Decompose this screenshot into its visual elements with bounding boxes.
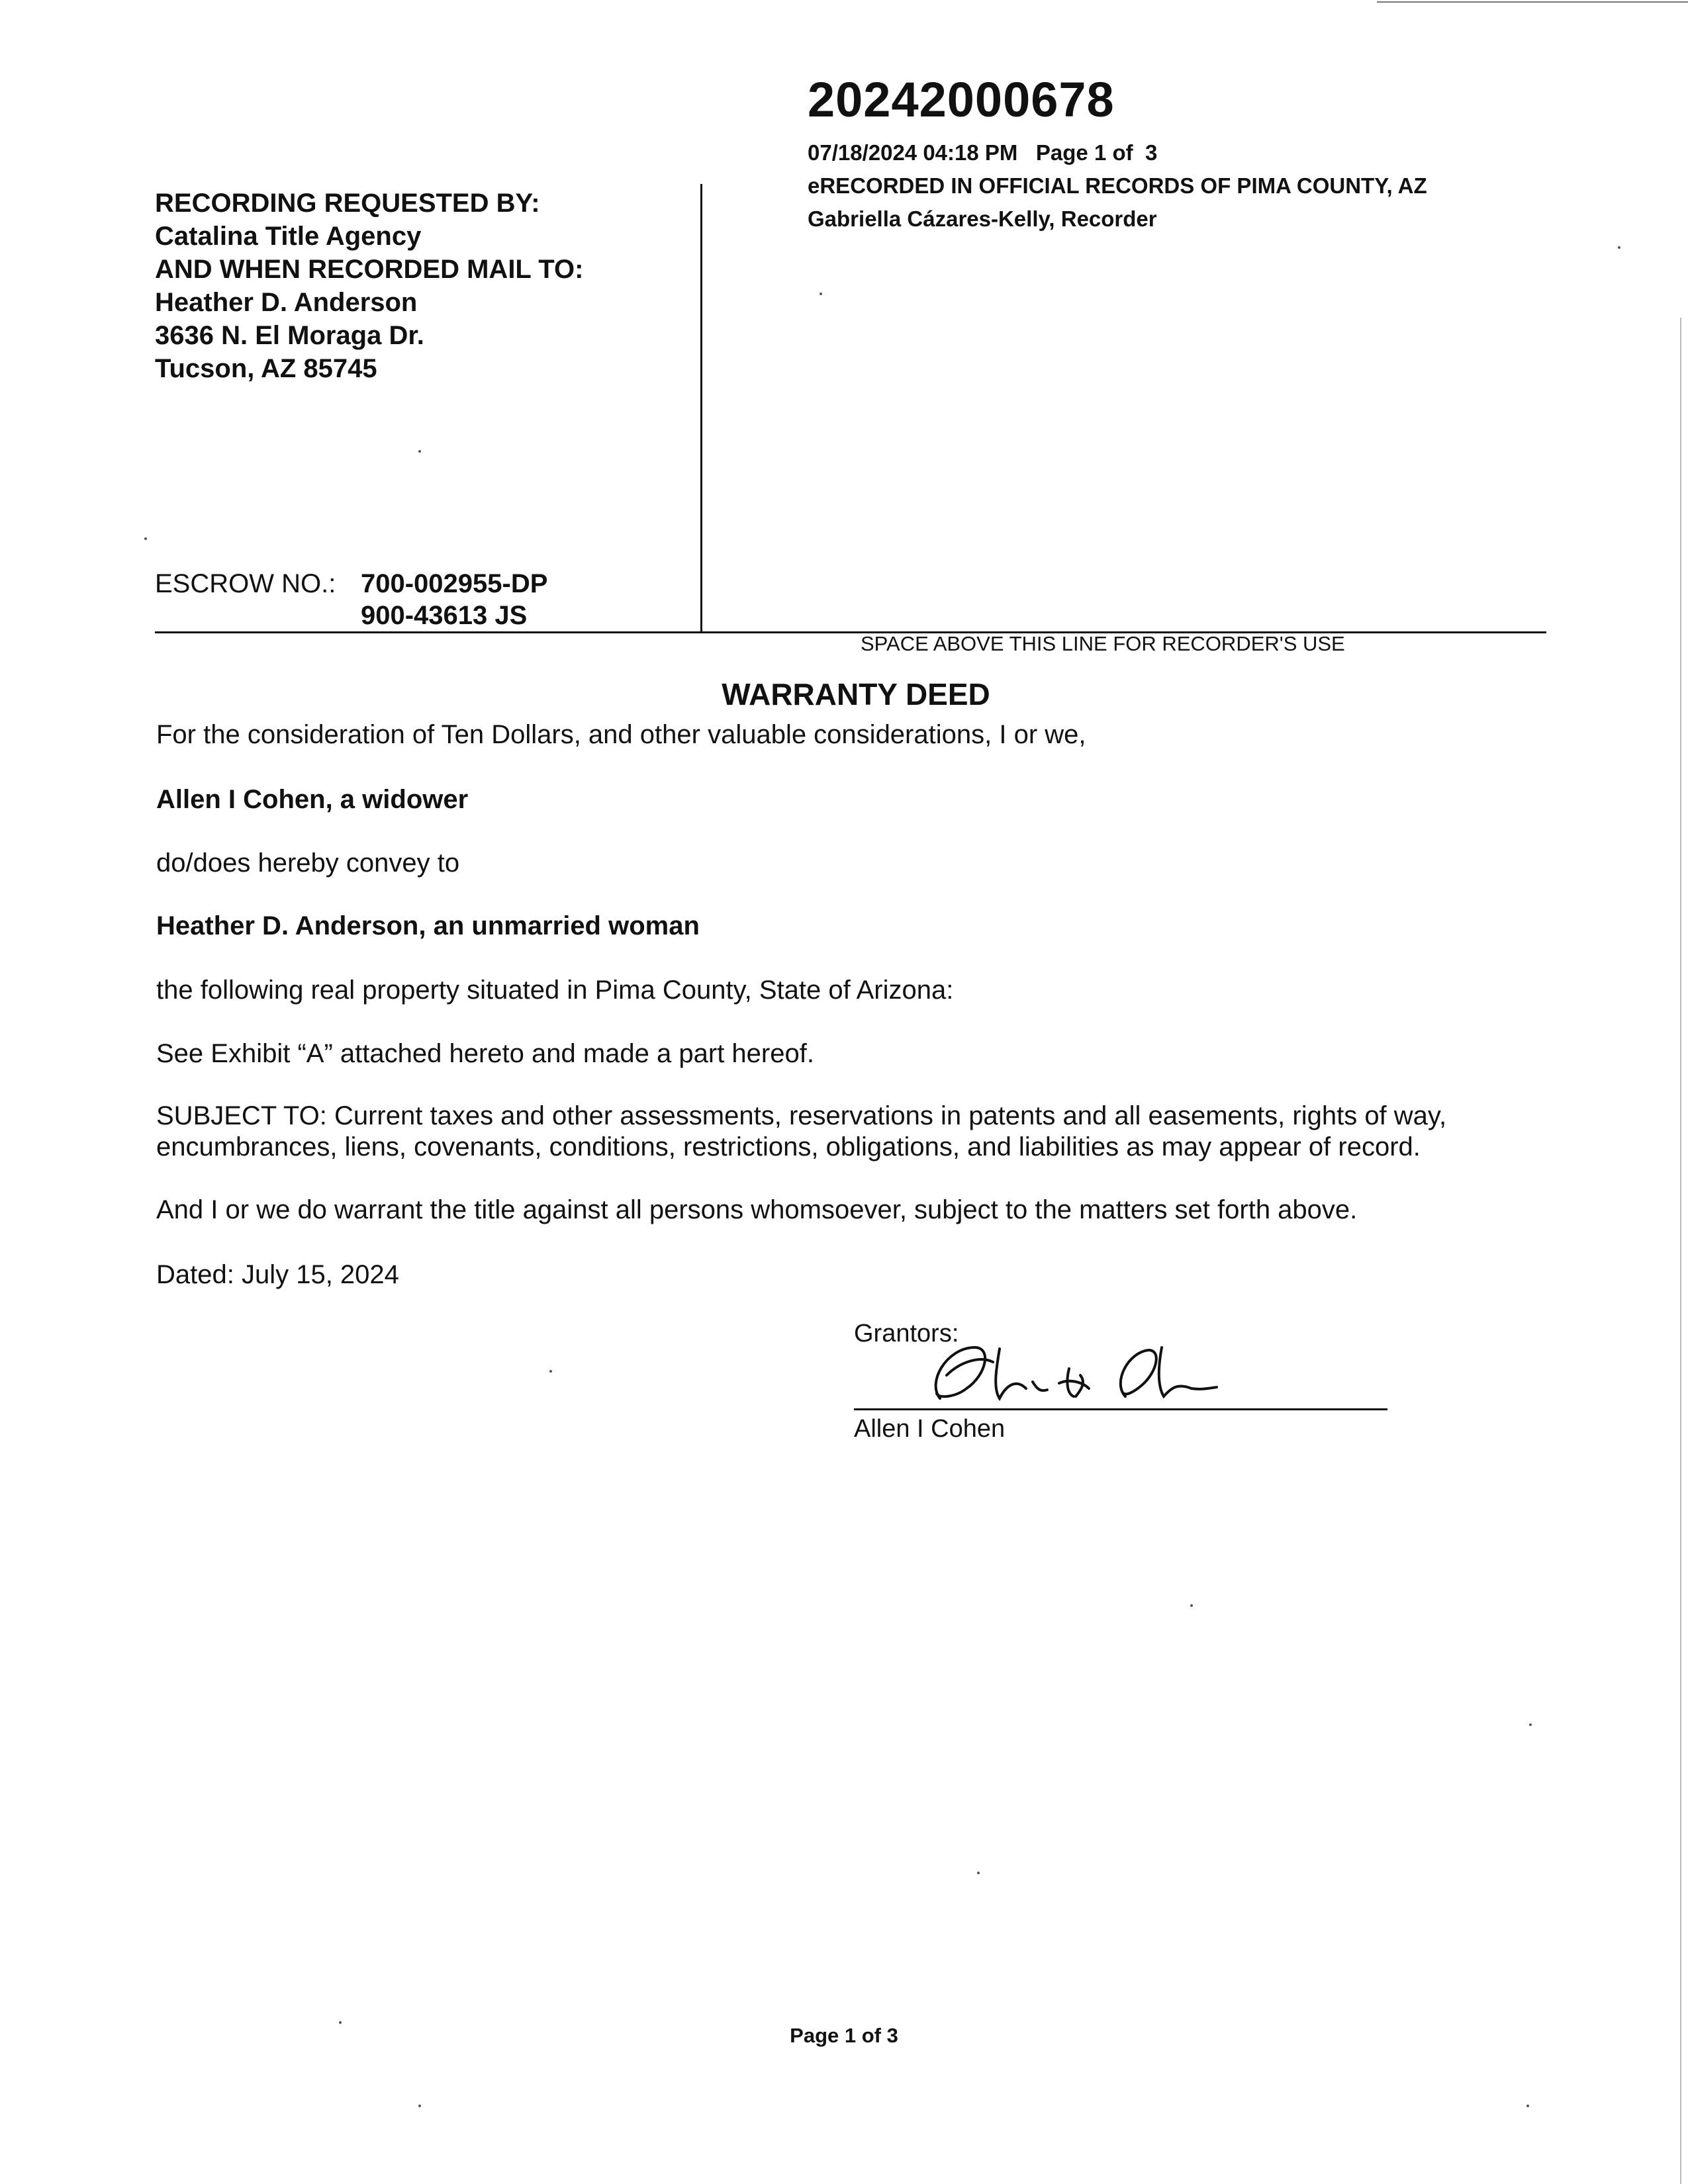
- scan-speck: [820, 293, 822, 295]
- document-title-text: WARRANTY DEED: [722, 677, 990, 711]
- signer-name: Allen I Cohen: [854, 1415, 1006, 1443]
- scan-edge-line: [1680, 318, 1681, 2184]
- scan-speck: [977, 1872, 980, 1874]
- recording-request-block: [155, 187, 583, 385]
- scan-speck: [418, 2105, 421, 2107]
- requested-by-label: RECORDING REQUESTED BY:: [155, 189, 540, 218]
- scan-speck: [1190, 1604, 1193, 1607]
- convey-clause: do/does hereby convey to: [156, 848, 460, 878]
- recording-stamp: [808, 136, 1427, 236]
- subject-to-clause-line-1: SUBJECT TO: Current taxes and other assessments, reservations in patents and all easements, rights of way,: [156, 1101, 1447, 1130]
- warranty-clause: And I or we do warrant the title against all persons whomsoever, subject to the matters set forth above.: [156, 1195, 1358, 1224]
- consideration-clause: For the consideration of Ten Dollars, and other valuable considerations, I or we,: [156, 720, 1086, 749]
- escrow-number-1: 700-002955-DP: [361, 569, 548, 598]
- scan-speck: [549, 1370, 552, 1373]
- grantors-label: Grantors:: [854, 1320, 959, 1347]
- scan-speck: [1529, 1723, 1532, 1726]
- scan-speck: [339, 2021, 342, 2024]
- dated-line: Dated: July 15, 2024: [156, 1260, 399, 1289]
- header-divider-vertical: [700, 184, 702, 631]
- document-title: [0, 676, 1688, 712]
- escrow-number-2: 900-43613 JS: [361, 601, 528, 630]
- scan-edge-rule: [1377, 1, 1688, 3]
- escrow-label: ESCROW NO.:: [155, 569, 336, 598]
- recorder-use-note: SPACE ABOVE THIS LINE FOR RECORDER'S USE: [861, 632, 1345, 655]
- recording-datetime: 07/18/2024 04:18 PM Page 1 of 3: [808, 140, 1158, 165]
- recording-office: eRECORDED IN OFFICIAL RECORDS OF PIMA COUNTY, AZ: [808, 173, 1427, 198]
- scan-speck: [1618, 246, 1620, 249]
- scan-speck: [144, 537, 147, 540]
- grantor-name: Allen I Cohen, a widower: [156, 785, 469, 814]
- mail-to-city: Tucson, AZ 85745: [155, 354, 377, 383]
- mail-to-label: AND WHEN RECORDED MAIL TO:: [155, 255, 584, 284]
- subject-to-clause-line-2: encumbrances, liens, covenants, conditions, restrictions, obligations, and liabilities as may appear of record.: [156, 1132, 1421, 1161]
- scan-speck: [1526, 2105, 1529, 2107]
- signature-line: [854, 1408, 1387, 1410]
- recorder-name: Gabriella Cázares-Kelly, Recorder: [808, 206, 1157, 231]
- property-clause: the following real property situated in Pima County, State of Arizona:: [156, 976, 954, 1005]
- mail-to-street: 3636 N. El Moraga Dr.: [155, 321, 424, 350]
- requested-by-name: Catalina Title Agency: [155, 222, 422, 251]
- scan-speck: [418, 450, 421, 453]
- grantee-name: Heather D. Anderson, an unmarried woman: [156, 911, 700, 940]
- exhibit-reference: See Exhibit “A” attached hereto and made a part hereof.: [156, 1039, 814, 1068]
- footer-page-number: Page 1 of 3: [790, 2024, 898, 2047]
- mail-to-name: Heather D. Anderson: [155, 288, 418, 317]
- handwritten-signature: [900, 1336, 1218, 1415]
- recording-number: 20242000678: [808, 72, 1115, 127]
